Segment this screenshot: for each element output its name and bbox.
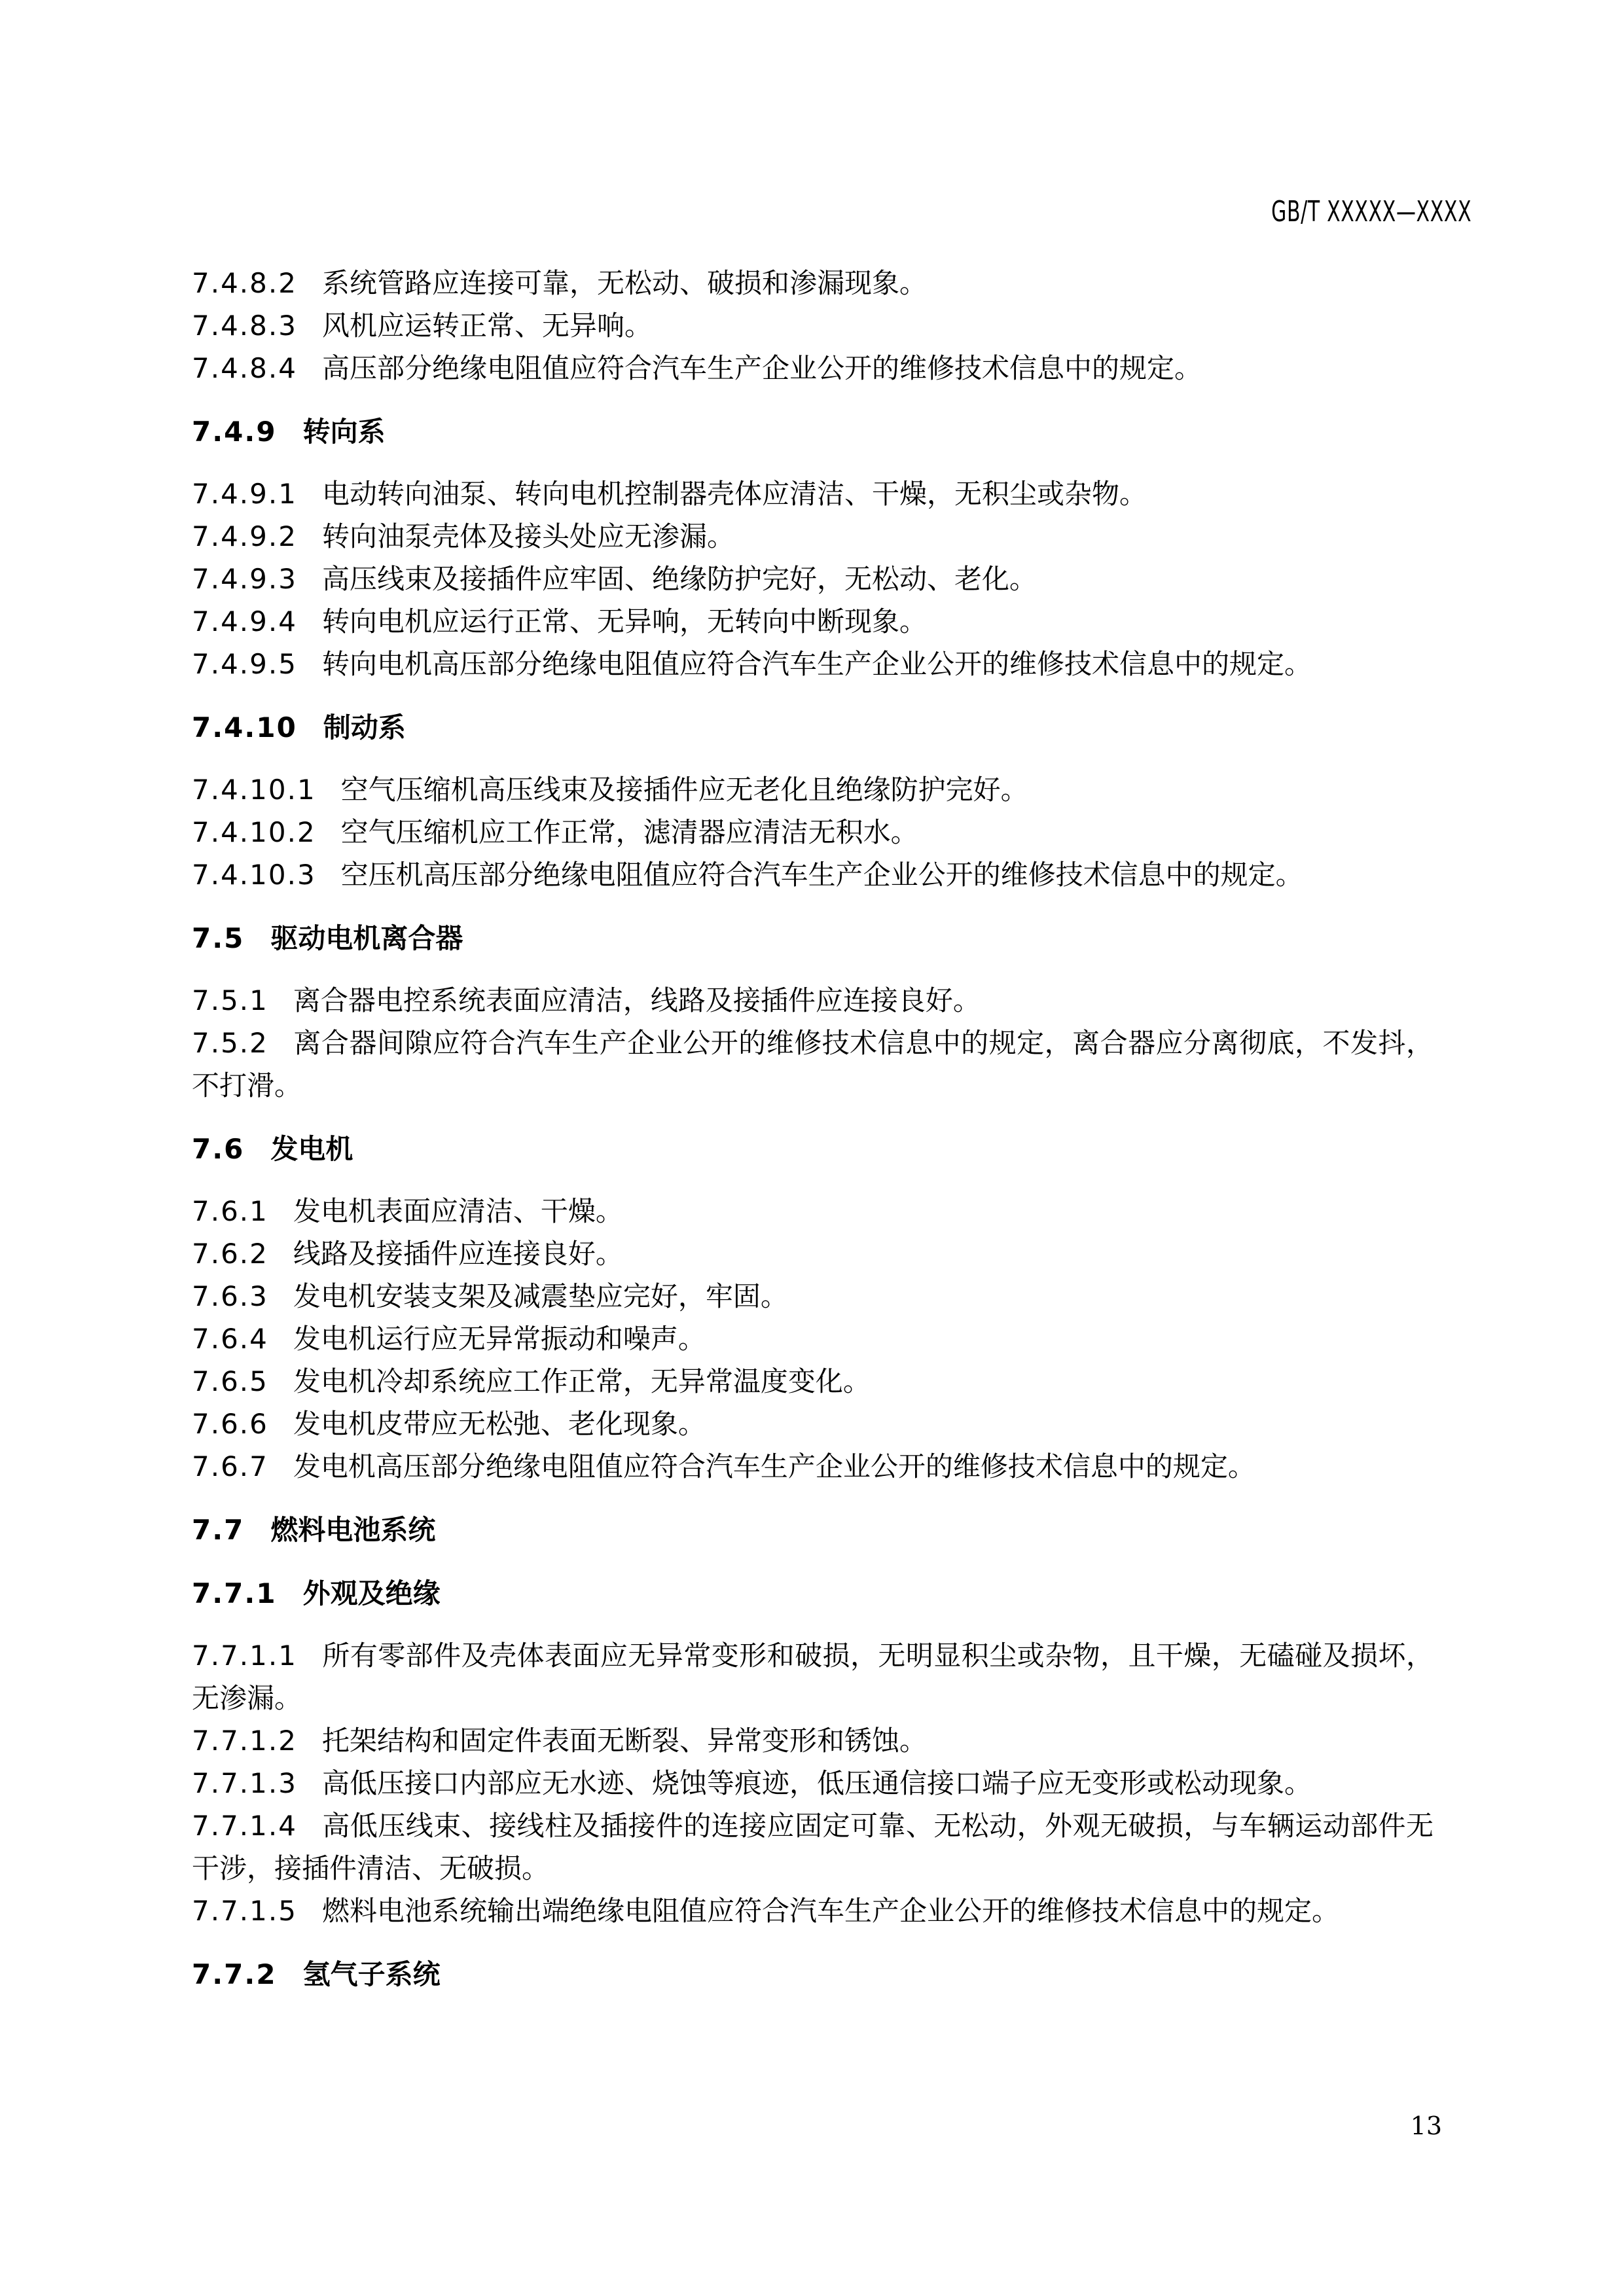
clause-text: 高压部分绝缘电阻值应符合汽车生产企业公开的维修技术信息中的规定。 — [321, 352, 1202, 384]
clause-number: 7.6.4 — [192, 1323, 268, 1355]
clause-number: 7.4.9.5 — [192, 648, 297, 680]
clause-number: 7.6.6 — [192, 1408, 268, 1440]
header-standard-code — [1177, 196, 1471, 228]
section-heading — [192, 410, 1434, 453]
clause-number: 7.4.10.3 — [192, 859, 316, 891]
clause — [192, 1719, 1434, 1762]
clause-text: 空气压缩机应工作正常，滤清器应清洁无积水。 — [340, 816, 918, 848]
clause-number: 7.5.1 — [192, 984, 268, 1016]
clause — [192, 1275, 1434, 1318]
clause-number: 7.4.8.3 — [192, 310, 297, 342]
clause-number: 7.4.10.1 — [192, 774, 316, 806]
section-title: 发电机 — [270, 1133, 353, 1165]
clause-text: 空压机高压部分绝缘电阻值应符合汽车生产企业公开的维修技术信息中的规定。 — [340, 859, 1303, 891]
clause — [192, 1022, 1434, 1107]
document-body — [192, 262, 1434, 2015]
clause — [192, 1403, 1434, 1445]
clause-text: 离合器间隙应符合汽车生产企业公开的维修技术信息中的规定，离合器应分离彻底，不发抖，不打滑。 — [192, 1027, 1434, 1102]
clause-text: 燃料电池系统输出端绝缘电阻值应符合汽车生产企业公开的维修技术信息中的规定。 — [321, 1895, 1339, 1927]
clause-text: 转向电机高压部分绝缘电阻值应符合汽车生产企业公开的维修技术信息中的规定。 — [321, 648, 1312, 680]
clause-number: 7.4.9.3 — [192, 563, 297, 595]
clause — [192, 347, 1434, 389]
clause-number: 7.7.1 — [192, 1577, 277, 1609]
section-heading — [192, 1509, 1434, 1551]
header-standard-code-text: GB/T XXXXX—XXXX — [1271, 195, 1471, 228]
clause — [192, 600, 1434, 643]
clause-text: 托架结构和固定件表面无断裂、异常变形和锈蚀。 — [321, 1725, 927, 1757]
clause-text: 空气压缩机高压线束及接插件应无老化且绝缘防护完好。 — [340, 774, 1028, 806]
clause — [192, 768, 1434, 811]
clause-number: 7.6.1 — [192, 1195, 268, 1227]
section-heading — [192, 917, 1434, 960]
clause-number: 7.4.9.4 — [192, 605, 297, 637]
clause-text: 高低压接口内部应无水迹、烧蚀等痕迹，低压通信接口端子应无变形或松动现象。 — [321, 1767, 1312, 1799]
clause — [192, 811, 1434, 853]
page-number: 13 — [1410, 2111, 1442, 2140]
clause — [192, 1360, 1434, 1403]
clause — [192, 643, 1434, 685]
clause-text: 发电机运行应无异常振动和噪声。 — [293, 1323, 706, 1355]
clause-text: 转向电机应运行正常、无异响，无转向中断现象。 — [321, 605, 927, 637]
clause-text: 发电机高压部分绝缘电阻值应符合汽车生产企业公开的维修技术信息中的规定。 — [293, 1450, 1255, 1482]
clause-text: 发电机皮带应无松弛、老化现象。 — [293, 1408, 706, 1440]
clause-number: 7.4.8.2 — [192, 267, 297, 299]
clause — [192, 262, 1434, 304]
clause-number: 7.4.9 — [192, 416, 277, 448]
clause — [192, 515, 1434, 558]
clause-number: 7.4.10.2 — [192, 816, 316, 848]
clause-text: 发电机表面应清洁、干燥。 — [293, 1195, 623, 1227]
clause-text: 发电机安装支架及减震垫应完好，牢固。 — [293, 1280, 788, 1312]
clause — [192, 1232, 1434, 1275]
clause-text: 电动转向油泵、转向电机控制器壳体应清洁、干燥，无积尘或杂物。 — [321, 478, 1147, 510]
section-title: 转向系 — [302, 416, 386, 448]
clause — [192, 1445, 1434, 1488]
clause-number: 7.4.9.1 — [192, 478, 297, 510]
clause — [192, 1890, 1434, 1932]
clause — [192, 1634, 1434, 1719]
clause-text: 高压线束及接插件应牢固、绝缘防护完好，无松动、老化。 — [321, 563, 1037, 595]
clause-number: 7.6.7 — [192, 1450, 268, 1482]
section-title: 氢气子系统 — [302, 1958, 441, 1990]
clause-number: 7.7.1.5 — [192, 1895, 297, 1927]
clause — [192, 1190, 1434, 1232]
section-heading — [192, 1128, 1434, 1170]
clause-number: 7.4.9.2 — [192, 520, 297, 552]
clause — [192, 853, 1434, 896]
clause-text: 风机应运转正常、无异响。 — [321, 310, 652, 342]
clause-number: 7.4.8.4 — [192, 352, 297, 384]
clause-number: 7.7.2 — [192, 1958, 277, 1990]
section-title: 驱动电机离合器 — [270, 922, 463, 954]
clause-text: 高低压线束、接线柱及插接件的连接应固定可靠、无松动，外观无破损，与车辆运动部件无干涉，接插件清洁、无破损。 — [192, 1810, 1434, 1884]
clause — [192, 979, 1434, 1022]
section-heading — [192, 1953, 1434, 1996]
clause-number: 7.7.1.1 — [192, 1640, 297, 1672]
clause — [192, 1762, 1434, 1804]
clause-number: 7.7.1.3 — [192, 1767, 297, 1799]
clause-text: 转向油泵壳体及接头处应无渗漏。 — [321, 520, 734, 552]
clause-text: 所有零部件及壳体表面应无异常变形和破损，无明显积尘或杂物，且干燥，无磕碰及损坏，无渗漏。 — [192, 1640, 1434, 1714]
clause — [192, 1318, 1434, 1360]
clause — [192, 304, 1434, 347]
clause-number: 7.6.3 — [192, 1280, 268, 1312]
clause-number: 7.7.1.2 — [192, 1725, 297, 1757]
clause — [192, 473, 1434, 515]
clause-number: 7.6.5 — [192, 1365, 268, 1397]
clause-text: 系统管路应连接可靠，无松动、破损和渗漏现象。 — [321, 267, 927, 299]
clause-number: 7.4.10 — [192, 711, 297, 744]
clause-text: 发电机冷却系统应工作正常，无异常温度变化。 — [293, 1365, 871, 1397]
clause-text: 线路及接插件应连接良好。 — [293, 1238, 623, 1270]
section-heading — [192, 706, 1434, 749]
clause-number: 7.7.1.4 — [192, 1810, 297, 1842]
section-heading — [192, 1572, 1434, 1615]
section-title: 燃料电池系统 — [270, 1514, 436, 1546]
clause-text: 离合器电控系统表面应清洁，线路及接插件应连接良好。 — [293, 984, 981, 1016]
section-title: 外观及绝缘 — [302, 1577, 441, 1609]
clause-number: 7.5.2 — [192, 1027, 268, 1059]
clause-number: 7.6 — [192, 1133, 245, 1165]
section-title: 制动系 — [323, 711, 406, 744]
clause-number: 7.7 — [192, 1514, 245, 1546]
clause — [192, 558, 1434, 600]
clause — [192, 1804, 1434, 1890]
clause-number: 7.6.2 — [192, 1238, 268, 1270]
clause-number: 7.5 — [192, 922, 245, 954]
